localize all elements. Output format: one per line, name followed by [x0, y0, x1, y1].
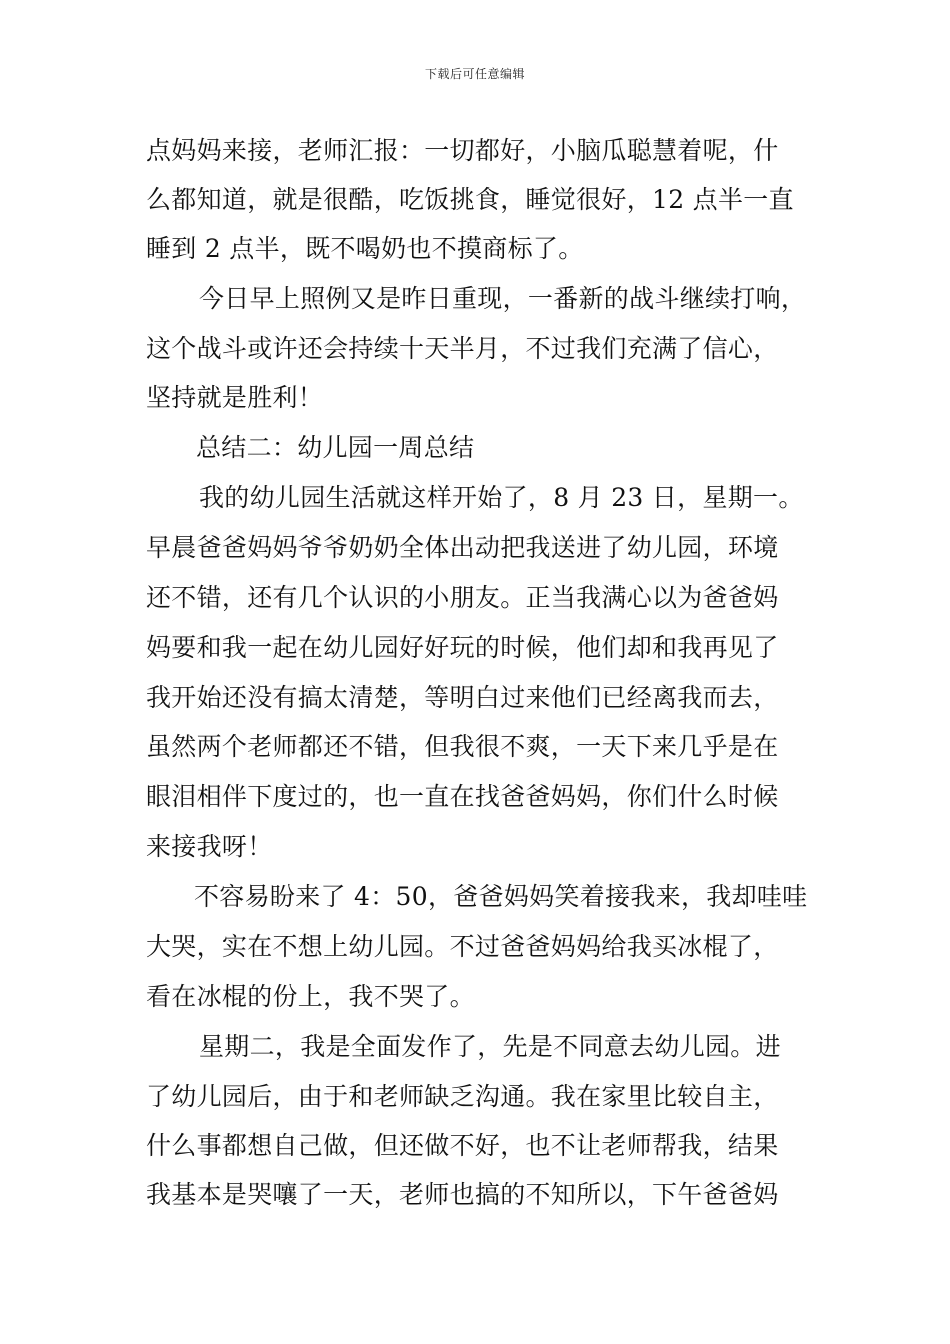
text-line-9: 早晨爸爸妈妈爷爷奶奶全体出动把我送进了幼儿园，环境	[146, 533, 779, 562]
text-line-16: 不容易盼来了 4：50，爸爸妈妈笑着接我来，我却哇哇	[194, 882, 808, 911]
text-line-14: 眼泪相伴下度过的，也一直在找爸爸妈妈，你们什么时候	[146, 782, 779, 811]
text-line-5: 这个战斗或许还会持续十天半月，不过我们充满了信心，	[146, 334, 779, 363]
text-line-13: 虽然两个老师都还不错，但我很不爽，一天下来几乎是在	[146, 732, 779, 761]
text-line-17: 大哭，实在不想上幼儿园。不过爸爸妈妈给我买冰棍了，	[146, 932, 779, 961]
text-line-21: 什么事都想自己做，但还做不好，也不让老师帮我，结果	[146, 1131, 779, 1160]
section-title: 总结二：幼儿园一周总结	[196, 433, 475, 462]
text-line-4: 今日早上照例又是昨日重现，一番新的战斗继续打响，	[199, 284, 807, 313]
text-line-22: 我基本是哭嚷了一天，老师也搞的不知所以，下午爸爸妈	[146, 1180, 779, 1209]
text-line-20: 了幼儿园后，由于和老师缺乏沟通。我在家里比较自主，	[146, 1082, 779, 1111]
text-line-15: 来接我呀！	[146, 832, 273, 861]
text-line-18: 看在冰棍的份上，我不哭了。	[146, 982, 475, 1011]
text-line-2: 么都知道，就是很酷，吃饭挑食，睡觉很好，12 点半一直	[146, 185, 794, 214]
page-header: 下载后可任意编辑	[424, 67, 525, 81]
text-line-19: 星期二，我是全面发作了，先是不同意去幼儿园。进	[199, 1032, 781, 1061]
text-line-8: 我的幼儿园生活就这样开始了，8 月 23 日，星期一。	[199, 483, 804, 512]
text-line-3: 睡到 2 点半，既不喝奶也不摸商标了。	[146, 234, 584, 263]
text-line-10: 还不错，还有几个认识的小朋友。正当我满心以为爸爸妈	[146, 583, 779, 612]
text-line-11: 妈要和我一起在幼儿园好好玩的时候，他们却和我再见了	[146, 633, 779, 662]
text-line-1: 点妈妈来接，老师汇报：一切都好，小脑瓜聪慧着呢，什	[146, 136, 779, 165]
text-line-6: 坚持就是胜利！	[146, 383, 324, 412]
text-line-12: 我开始还没有搞太清楚，等明白过来他们已经离我而去，	[146, 683, 779, 712]
